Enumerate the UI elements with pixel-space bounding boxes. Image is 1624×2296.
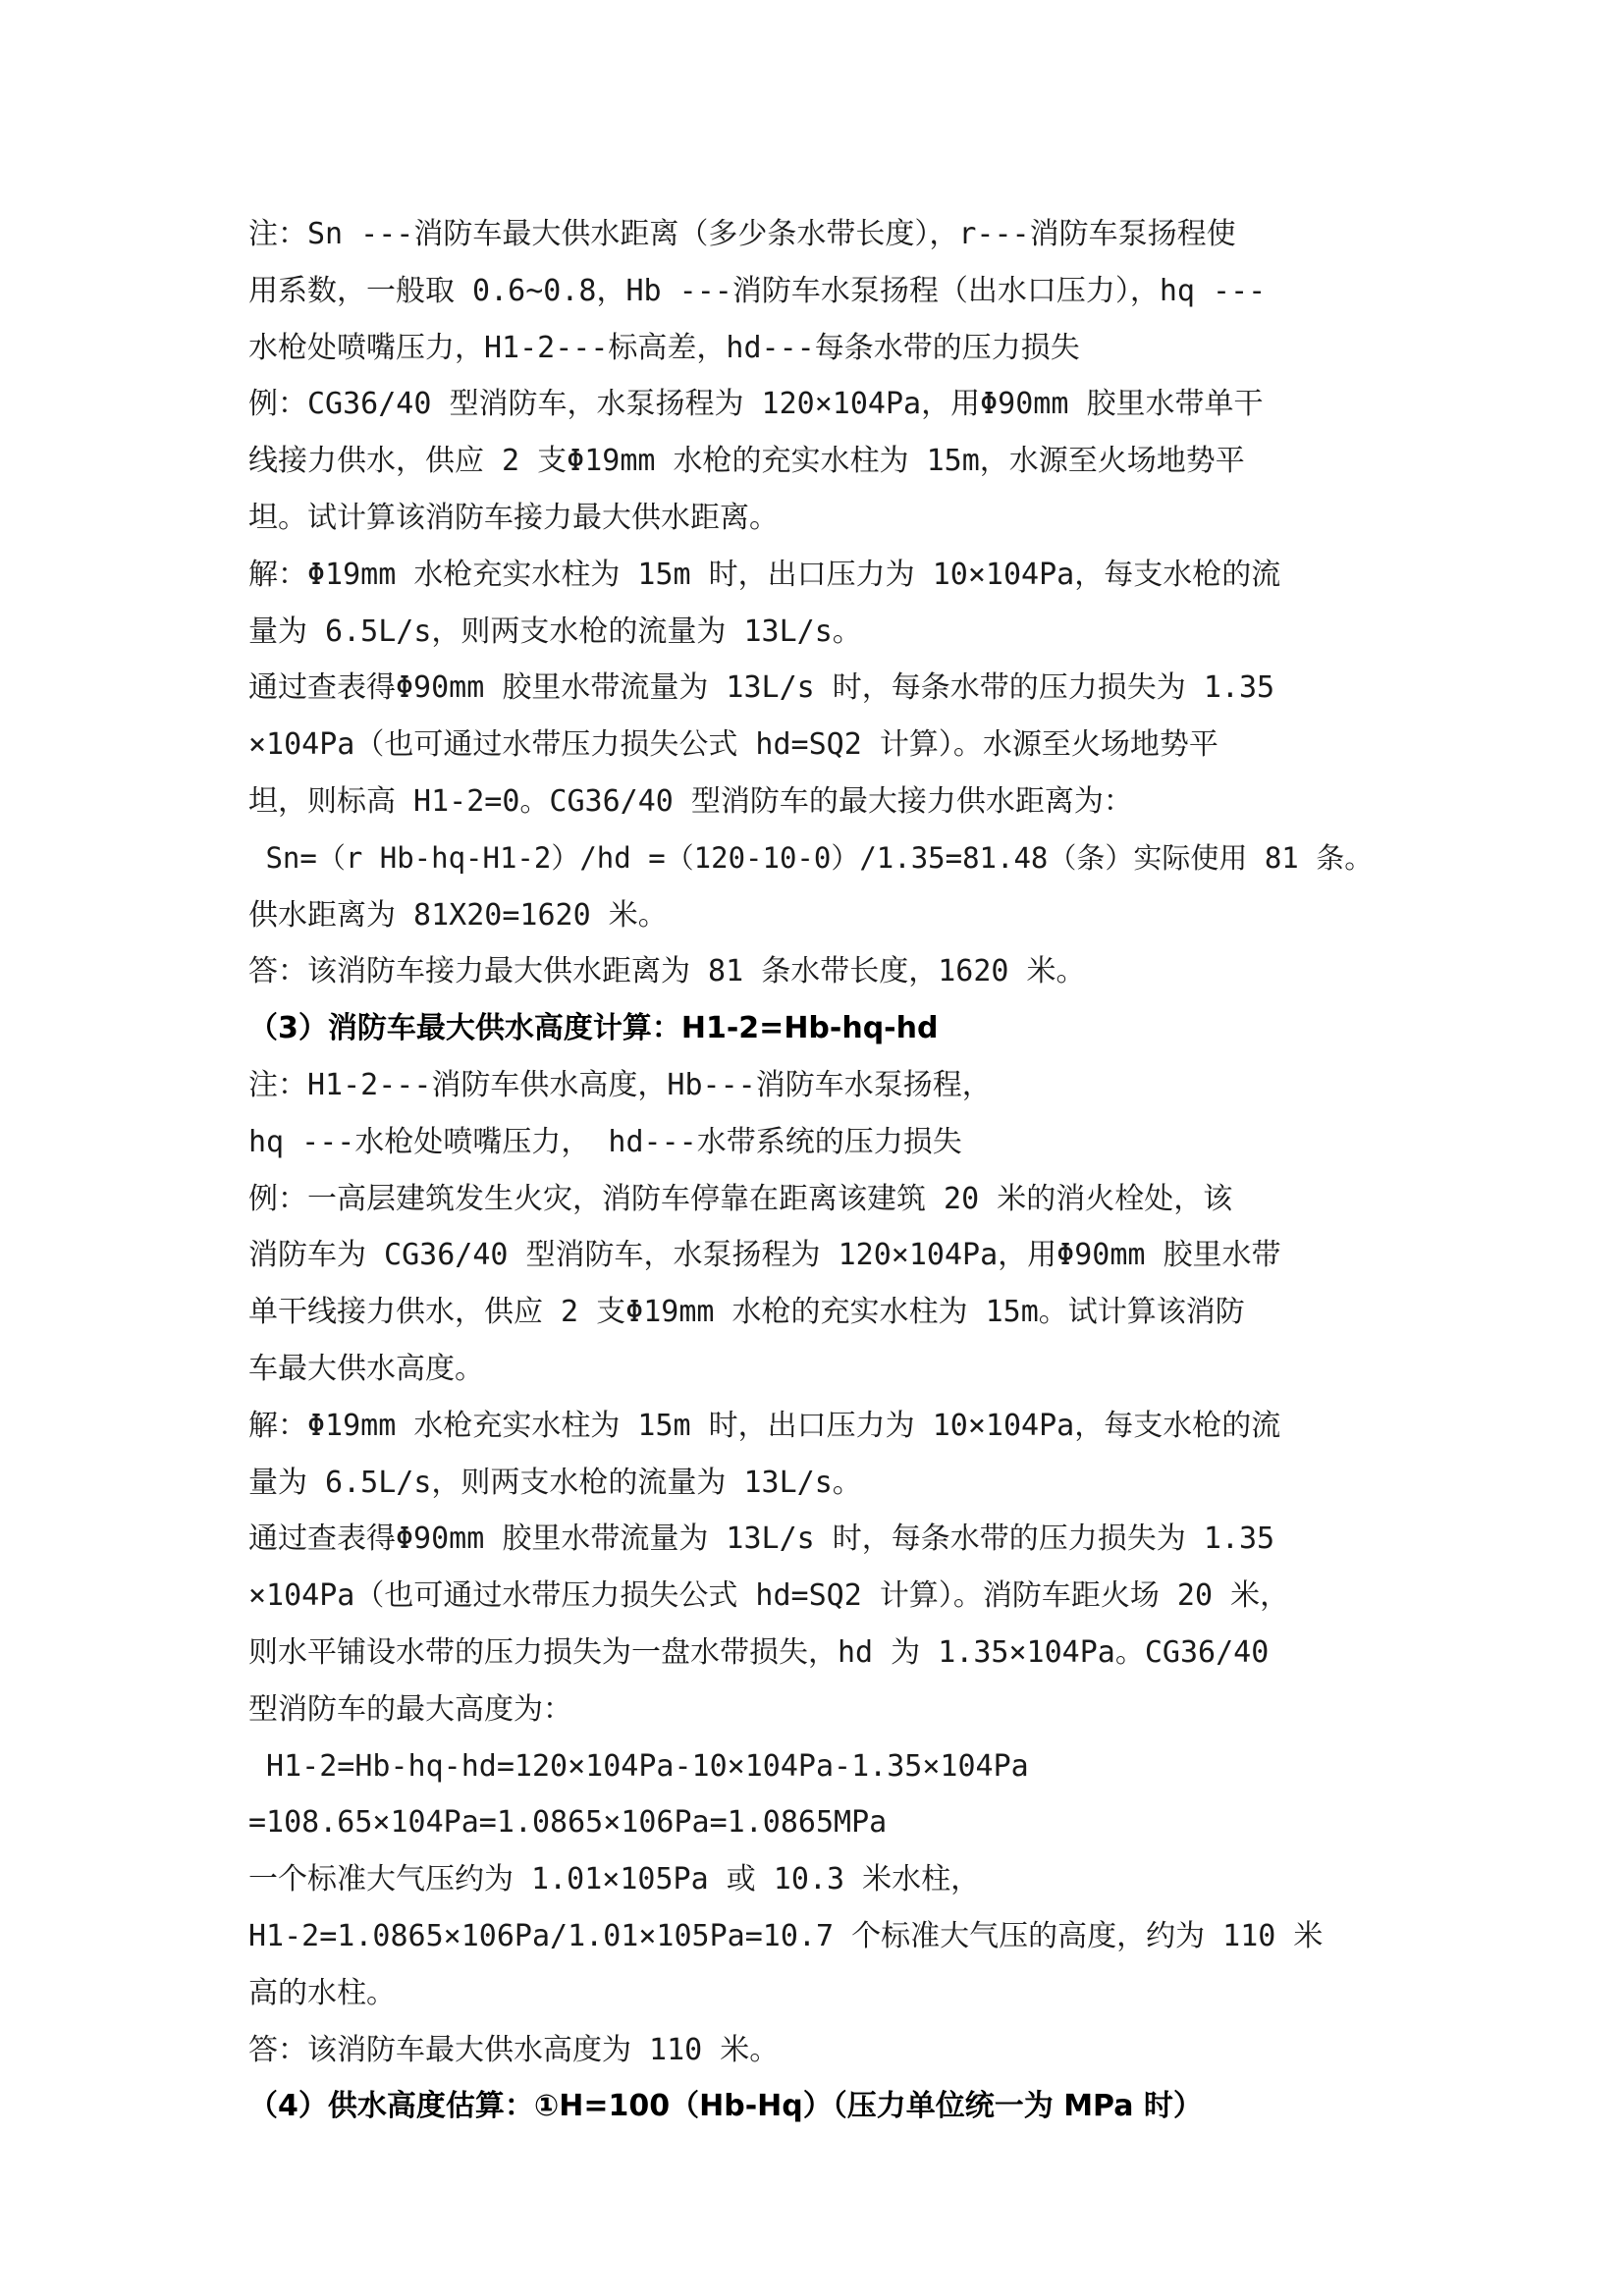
text-line: =108.65×104Pa=1.0865×106Pa=1.0865MPa xyxy=(248,1805,888,1841)
text-line: 答：该消防车最大供水高度为 110 米。 xyxy=(248,2032,780,2067)
text-line: ×104Pa（也可通过水带压力损失公式 hd=SQ2 计算）。水源至火场地势平 xyxy=(248,727,1218,763)
text-line: 用系数，一般取 0.6~0.8，Hb ---消防车水泵扬程（出水口压力），hq --- xyxy=(248,273,1267,308)
text-line: 注：H1-2---消防车供水高度，Hb---消防车水泵扬程， xyxy=(248,1067,992,1102)
text-line: hq ---水枪处喷嘴压力， hd---水带系统的压力损失 xyxy=(248,1124,962,1159)
text-line: 量为 6.5L/s，则两支水枪的流量为 13L/s。 xyxy=(248,614,862,649)
text-line: 水枪处喷嘴压力，H1-2---标高差，hd---每条水带的压力损失 xyxy=(248,330,1080,365)
text-line: 注：Sn ---消防车最大供水距离（多少条水带长度），r---消防车泵扬程使 xyxy=(248,217,1236,251)
text-line: Sn=（r Hb-hq-H1-2）/hd =（120-10-0）/1.35=81.48（条）实际使用 81 条。 xyxy=(248,840,1374,875)
text-line: 通过查表得Φ90mm 胶里水带流量为 13L/s 时，每条水带的压力损失为 1.35 xyxy=(248,670,1275,706)
text-line: 单干线接力供水，供应 2 支Φ19mm 水枪的充实水柱为 15m。试计算该消防 xyxy=(248,1295,1245,1330)
text-line: 通过查表得Φ90mm 胶里水带流量为 13L/s 时，每条水带的压力损失为 1.35 xyxy=(248,1522,1275,1557)
text-line: 消防车为 CG36/40 型消防车，水泵扬程为 120×104Pa，用Φ90mm 胶里水带 xyxy=(248,1238,1281,1273)
text-line: 则水平铺设水带的压力损失为一盘水带损失，hd 为 1.35×104Pa。CG36/40 xyxy=(248,1634,1270,1670)
text-line: 型消防车的最大高度为： xyxy=(248,1691,572,1727)
text-line: H1-2=Hb-hq-hd=120×104Pa-10×104Pa-1.35×104Pa xyxy=(248,1748,1029,1784)
text-line: ×104Pa（也可通过水带压力损失公式 hd=SQ2 计算）。消防车距火场 20 米， xyxy=(248,1578,1290,1614)
text-line: 高的水柱。 xyxy=(248,1975,396,2010)
document-body xyxy=(248,206,1387,2135)
section-heading: （4）供水高度估算：①H=100（Hb-Hq）（压力单位统一为 MPa 时） xyxy=(248,2089,1203,2124)
text-line: 线接力供水，供应 2 支Φ19mm 水枪的充实水柱为 15m，水源至火场地势平 xyxy=(248,444,1245,479)
text-line: 一个标准大气压约为 1.01×105Pa 或 10.3 米水柱， xyxy=(248,1862,981,1897)
text-line: 坦。试计算该消防车接力最大供水距离。 xyxy=(248,500,779,535)
text-line: 解：Φ19mm 水枪充实水柱为 15m 时，出口压力为 10×104Pa，每支水枪的流 xyxy=(248,557,1281,592)
section-heading: （3）消防车最大供水高度计算：H1-2=Hb-hq-hd xyxy=(248,1011,939,1046)
text-line: 量为 6.5L/s，则两支水枪的流量为 13L/s。 xyxy=(248,1465,862,1500)
text-line: 车最大供水高度。 xyxy=(248,1351,484,1386)
text-line: 坦，则标高 H1-2=0。CG36/40 型消防车的最大接力供水距离为： xyxy=(248,783,1133,819)
text-line: H1-2=1.0865×106Pa/1.01×105Pa=10.7 个标准大气压的高度，约为 110 米 xyxy=(248,1918,1324,1953)
text-line: 例：一高层建筑发生火灾，消防车停靠在距离该建筑 20 米的消火栓处，该 xyxy=(248,1181,1233,1216)
text-line: 解：Φ19mm 水枪充实水柱为 15m 时，出口压力为 10×104Pa，每支水枪的流 xyxy=(248,1408,1281,1443)
text-line: 供水距离为 81X20=1620 米。 xyxy=(248,897,668,933)
text-line: 例：CG36/40 型消防车，水泵扬程为 120×104Pa，用Φ90mm 胶里水带单干 xyxy=(248,387,1264,422)
text-line: 答：该消防车接力最大供水距离为 81 条水带长度，1620 米。 xyxy=(248,954,1086,989)
